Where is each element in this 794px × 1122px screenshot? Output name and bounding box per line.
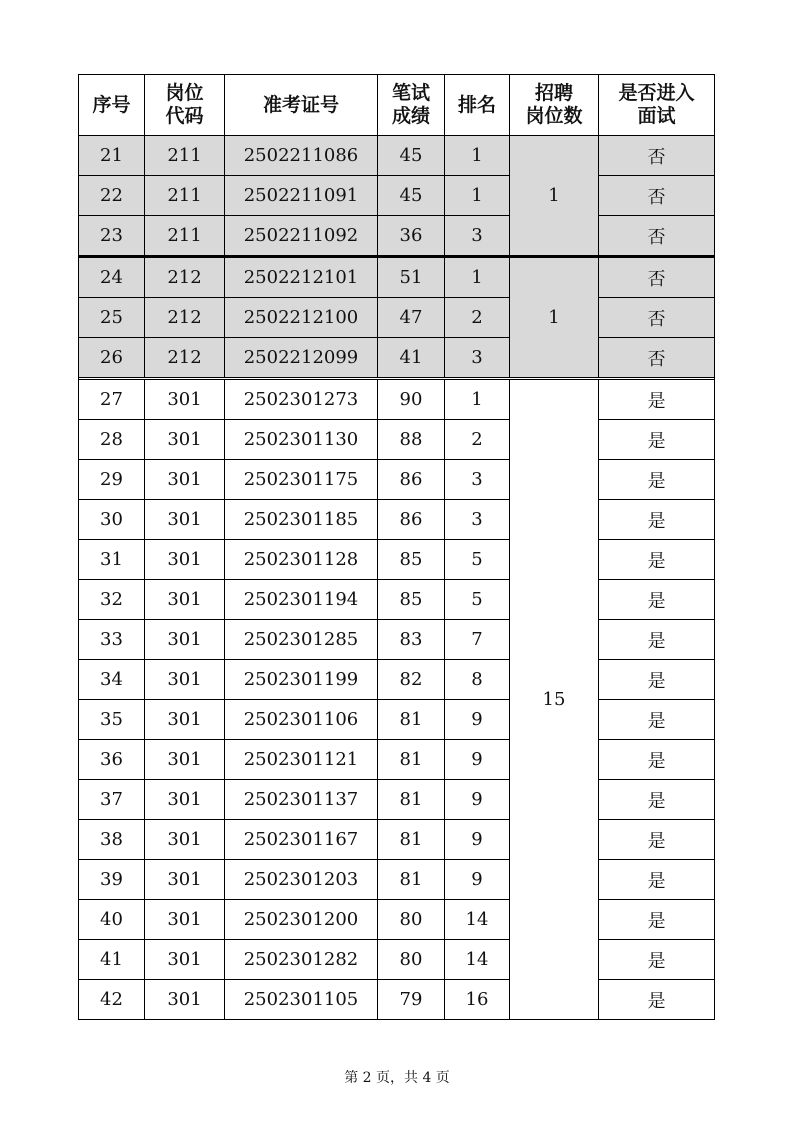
cell-rank: 7 [445,620,510,660]
table-row [79,660,715,700]
cell-seq: 31 [79,540,145,580]
cell-rank: 9 [445,700,510,740]
cell-interview: 是 [599,980,715,1020]
table-row [79,338,715,379]
page-footer: 第 2 页，共 4 页 [344,1070,450,1086]
table-row [79,136,715,176]
cell-interview: 是 [599,940,715,980]
cell-ticket: 2502212099 [225,338,378,379]
cell-interview: 是 [599,740,715,780]
cell-seq: 26 [79,338,145,379]
cell-interview: 是 [599,620,715,660]
cell-post-code: 301 [145,700,225,740]
cell-post-code: 301 [145,740,225,780]
cell-rank: 1 [445,176,510,216]
cell-ticket: 2502212101 [225,257,378,298]
header-rank: 排名 [445,75,510,136]
cell-seq: 23 [79,216,145,257]
results-table [78,74,715,1020]
cell-post-code: 301 [145,620,225,660]
cell-score: 81 [378,700,445,740]
cell-interview: 是 [599,660,715,700]
cell-seq: 22 [79,176,145,216]
table-row [79,257,715,298]
cell-ticket: 2502301185 [225,500,378,540]
cell-score: 88 [378,420,445,460]
table-row [79,740,715,780]
cell-rank: 1 [445,257,510,298]
cell-ticket: 2502301106 [225,700,378,740]
cell-ticket: 2502301105 [225,980,378,1020]
cell-rank: 5 [445,540,510,580]
cell-rank: 9 [445,780,510,820]
table-row [79,379,715,420]
cell-post-code: 301 [145,460,225,500]
cell-score: 45 [378,136,445,176]
header-post-quota: 招聘 岗位数 [510,75,599,136]
cell-interview: 否 [599,136,715,176]
cell-seq: 28 [79,420,145,460]
cell-post-code: 211 [145,136,225,176]
cell-interview: 否 [599,298,715,338]
cell-post-code: 301 [145,540,225,580]
cell-ticket: 2502301199 [225,660,378,700]
cell-interview: 是 [599,700,715,740]
cell-rank: 2 [445,298,510,338]
cell-score: 86 [378,460,445,500]
cell-interview: 是 [599,860,715,900]
header-ticket-number: 准考证号 [225,75,378,136]
cell-score: 86 [378,500,445,540]
cell-ticket: 2502301282 [225,940,378,980]
cell-score: 51 [378,257,445,298]
table-row [79,460,715,500]
cell-post-code: 212 [145,338,225,379]
cell-score: 81 [378,860,445,900]
cell-ticket: 2502301130 [225,420,378,460]
cell-ticket: 2502301128 [225,540,378,580]
cell-ticket: 2502301175 [225,460,378,500]
cell-interview: 是 [599,540,715,580]
cell-score: 41 [378,338,445,379]
table-row [79,500,715,540]
table-row [79,940,715,980]
table-row [79,420,715,460]
cell-seq: 35 [79,700,145,740]
cell-post-code: 301 [145,860,225,900]
cell-post-code: 212 [145,298,225,338]
table-row [79,176,715,216]
cell-seq: 24 [79,257,145,298]
cell-seq: 30 [79,500,145,540]
cell-seq: 34 [79,660,145,700]
cell-seq: 29 [79,460,145,500]
cell-score: 83 [378,620,445,660]
cell-score: 85 [378,580,445,620]
cell-rank: 3 [445,500,510,540]
cell-seq: 39 [79,860,145,900]
cell-rank: 9 [445,820,510,860]
cell-ticket: 2502301167 [225,820,378,860]
cell-post-code: 301 [145,940,225,980]
cell-rank: 1 [445,136,510,176]
cell-rank: 8 [445,660,510,700]
cell-seq: 33 [79,620,145,660]
cell-post-code: 301 [145,980,225,1020]
table-row [79,780,715,820]
cell-interview: 是 [599,460,715,500]
cell-seq: 38 [79,820,145,860]
cell-seq: 41 [79,940,145,980]
table-row [79,580,715,620]
cell-post-code: 212 [145,257,225,298]
cell-rank: 14 [445,940,510,980]
cell-interview: 否 [599,338,715,379]
table-row [79,620,715,660]
cell-seq: 25 [79,298,145,338]
cell-ticket: 2502301203 [225,860,378,900]
table-row [79,980,715,1020]
cell-ticket: 2502301121 [225,740,378,780]
cell-ticket: 2502211086 [225,136,378,176]
cell-post-code: 301 [145,420,225,460]
cell-interview: 否 [599,216,715,257]
table-row [79,298,715,338]
header-row [79,75,715,136]
cell-rank: 5 [445,580,510,620]
cell-rank: 3 [445,460,510,500]
cell-post-code: 211 [145,176,225,216]
cell-interview: 是 [599,580,715,620]
cell-seq: 27 [79,379,145,420]
cell-interview: 是 [599,820,715,860]
cell-ticket: 2502212100 [225,298,378,338]
cell-score: 81 [378,740,445,780]
cell-score: 81 [378,820,445,860]
cell-score: 81 [378,780,445,820]
cell-post-code: 301 [145,580,225,620]
cell-interview: 是 [599,379,715,420]
cell-interview: 是 [599,500,715,540]
table-row [79,540,715,580]
cell-score: 90 [378,379,445,420]
cell-rank: 14 [445,900,510,940]
table-row [79,860,715,900]
cell-post-code: 301 [145,820,225,860]
cell-rank: 2 [445,420,510,460]
cell-seq: 42 [79,980,145,1020]
table-row [79,700,715,740]
cell-score: 47 [378,298,445,338]
cell-interview: 是 [599,420,715,460]
cell-seq: 32 [79,580,145,620]
cell-quota-301: 15 [510,379,599,1020]
cell-seq: 40 [79,900,145,940]
table-row [79,216,715,257]
cell-score: 85 [378,540,445,580]
cell-interview: 是 [599,780,715,820]
cell-quota-212: 1 [510,257,599,379]
cell-ticket: 2502301137 [225,780,378,820]
cell-rank: 9 [445,740,510,780]
cell-ticket: 2502301285 [225,620,378,660]
cell-quota-211: 1 [510,136,599,257]
cell-score: 80 [378,900,445,940]
cell-rank: 9 [445,860,510,900]
cell-post-code: 301 [145,780,225,820]
header-seq: 序号 [79,75,145,136]
cell-seq: 36 [79,740,145,780]
cell-ticket: 2502301200 [225,900,378,940]
cell-ticket: 2502301273 [225,379,378,420]
table-row [79,900,715,940]
cell-rank: 3 [445,216,510,257]
cell-post-code: 301 [145,379,225,420]
header-written-score: 笔试 成绩 [378,75,445,136]
cell-score: 79 [378,980,445,1020]
cell-post-code: 301 [145,500,225,540]
cell-post-code: 301 [145,900,225,940]
cell-interview: 是 [599,900,715,940]
cell-rank: 16 [445,980,510,1020]
cell-score: 80 [378,940,445,980]
cell-rank: 3 [445,338,510,379]
table-row [79,820,715,860]
cell-score: 45 [378,176,445,216]
cell-rank: 1 [445,379,510,420]
cell-interview: 否 [599,257,715,298]
cell-post-code: 211 [145,216,225,257]
cell-interview: 否 [599,176,715,216]
cell-ticket: 2502301194 [225,580,378,620]
header-post-code: 岗位 代码 [145,75,225,136]
cell-ticket: 2502211091 [225,176,378,216]
cell-score: 36 [378,216,445,257]
cell-ticket: 2502211092 [225,216,378,257]
cell-seq: 37 [79,780,145,820]
cell-seq: 21 [79,136,145,176]
cell-score: 82 [378,660,445,700]
cell-post-code: 301 [145,660,225,700]
header-interview: 是否进入 面试 [599,75,715,136]
